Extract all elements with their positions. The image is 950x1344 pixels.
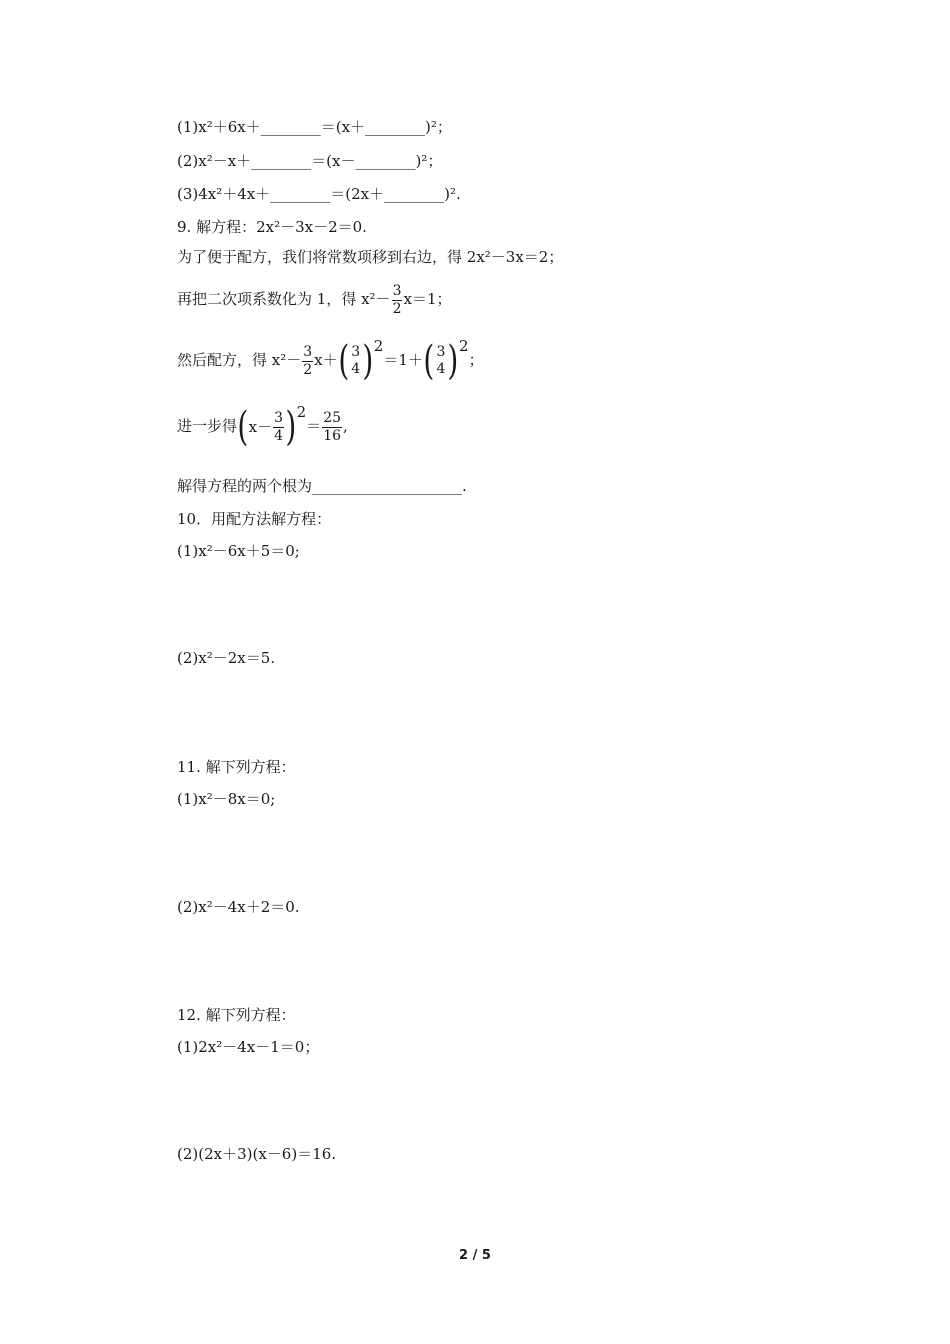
page-number: 2 / 5 (459, 1248, 491, 1263)
q11-item-2: (2)x²－4x＋2＝0. (177, 898, 300, 916)
q11-title: 11. 解下列方程： (177, 758, 296, 776)
q8-item-1: (1)x²＋6x＋________＝(x＋________)²； (177, 118, 452, 136)
q9-title: 9. 解方程：2x²－3x－2＝0. (177, 218, 367, 236)
q10-item-1: (1)x²－6x＋5＝0; (177, 542, 300, 560)
fraction-three-quarters: $\frac{3}{4}$ (274, 409, 284, 444)
fraction-three-halves: $\frac{3}{2}$ (392, 282, 402, 317)
q10-item-2: (2)x²－2x＝5. (177, 649, 276, 667)
q11-item-1: (1)x²－8x＝0; (177, 790, 276, 808)
q10-title: 10．用配方法解方程： (177, 510, 332, 528)
q9-step-5: 解得方程的两个根为____________________. (177, 477, 467, 495)
q9-step-2 (177, 281, 452, 318)
fraction-25-16: $\frac{25}{16}$ (323, 409, 342, 444)
q9-step-4: 进一步得(x－ $\frac{3}{4}$ )2＝ $\frac{25}{16}$ , (177, 403, 348, 450)
q12-item-2: (2)(2x＋3)(x－6)＝16. (177, 1145, 337, 1163)
q12-item-1: (1)2x²－4x－1＝0； (177, 1038, 320, 1056)
q9-step-2-suffix: x＝1； (403, 290, 452, 308)
q8-item-3: (3)4x²＋4x＋________＝(2x＋________)². (177, 185, 461, 203)
q9-step-2-prefix: 再把二次项系数化为 1，得 x²－ (177, 290, 391, 308)
fraction-three-quarters: 3 4 (436, 344, 446, 377)
q8-item-2: (2)x²－x＋________＝(x－________)²； (177, 152, 443, 170)
fraction-three-quarters: 3 4 (351, 344, 361, 377)
q12-title: 12. 解下列方程： (177, 1006, 296, 1024)
q9-step-1: 为了便于配方，我们将常数项移到右边，得 2x²－3x＝2； (177, 248, 564, 266)
fraction-three-halves: $\frac{3}{2}$ (303, 343, 313, 378)
q9-step-3: 然后配方，得 x²－ $\frac{3}{2}$ x＋( 3 4 )2＝1＋( 3 4 )2； (177, 337, 484, 384)
